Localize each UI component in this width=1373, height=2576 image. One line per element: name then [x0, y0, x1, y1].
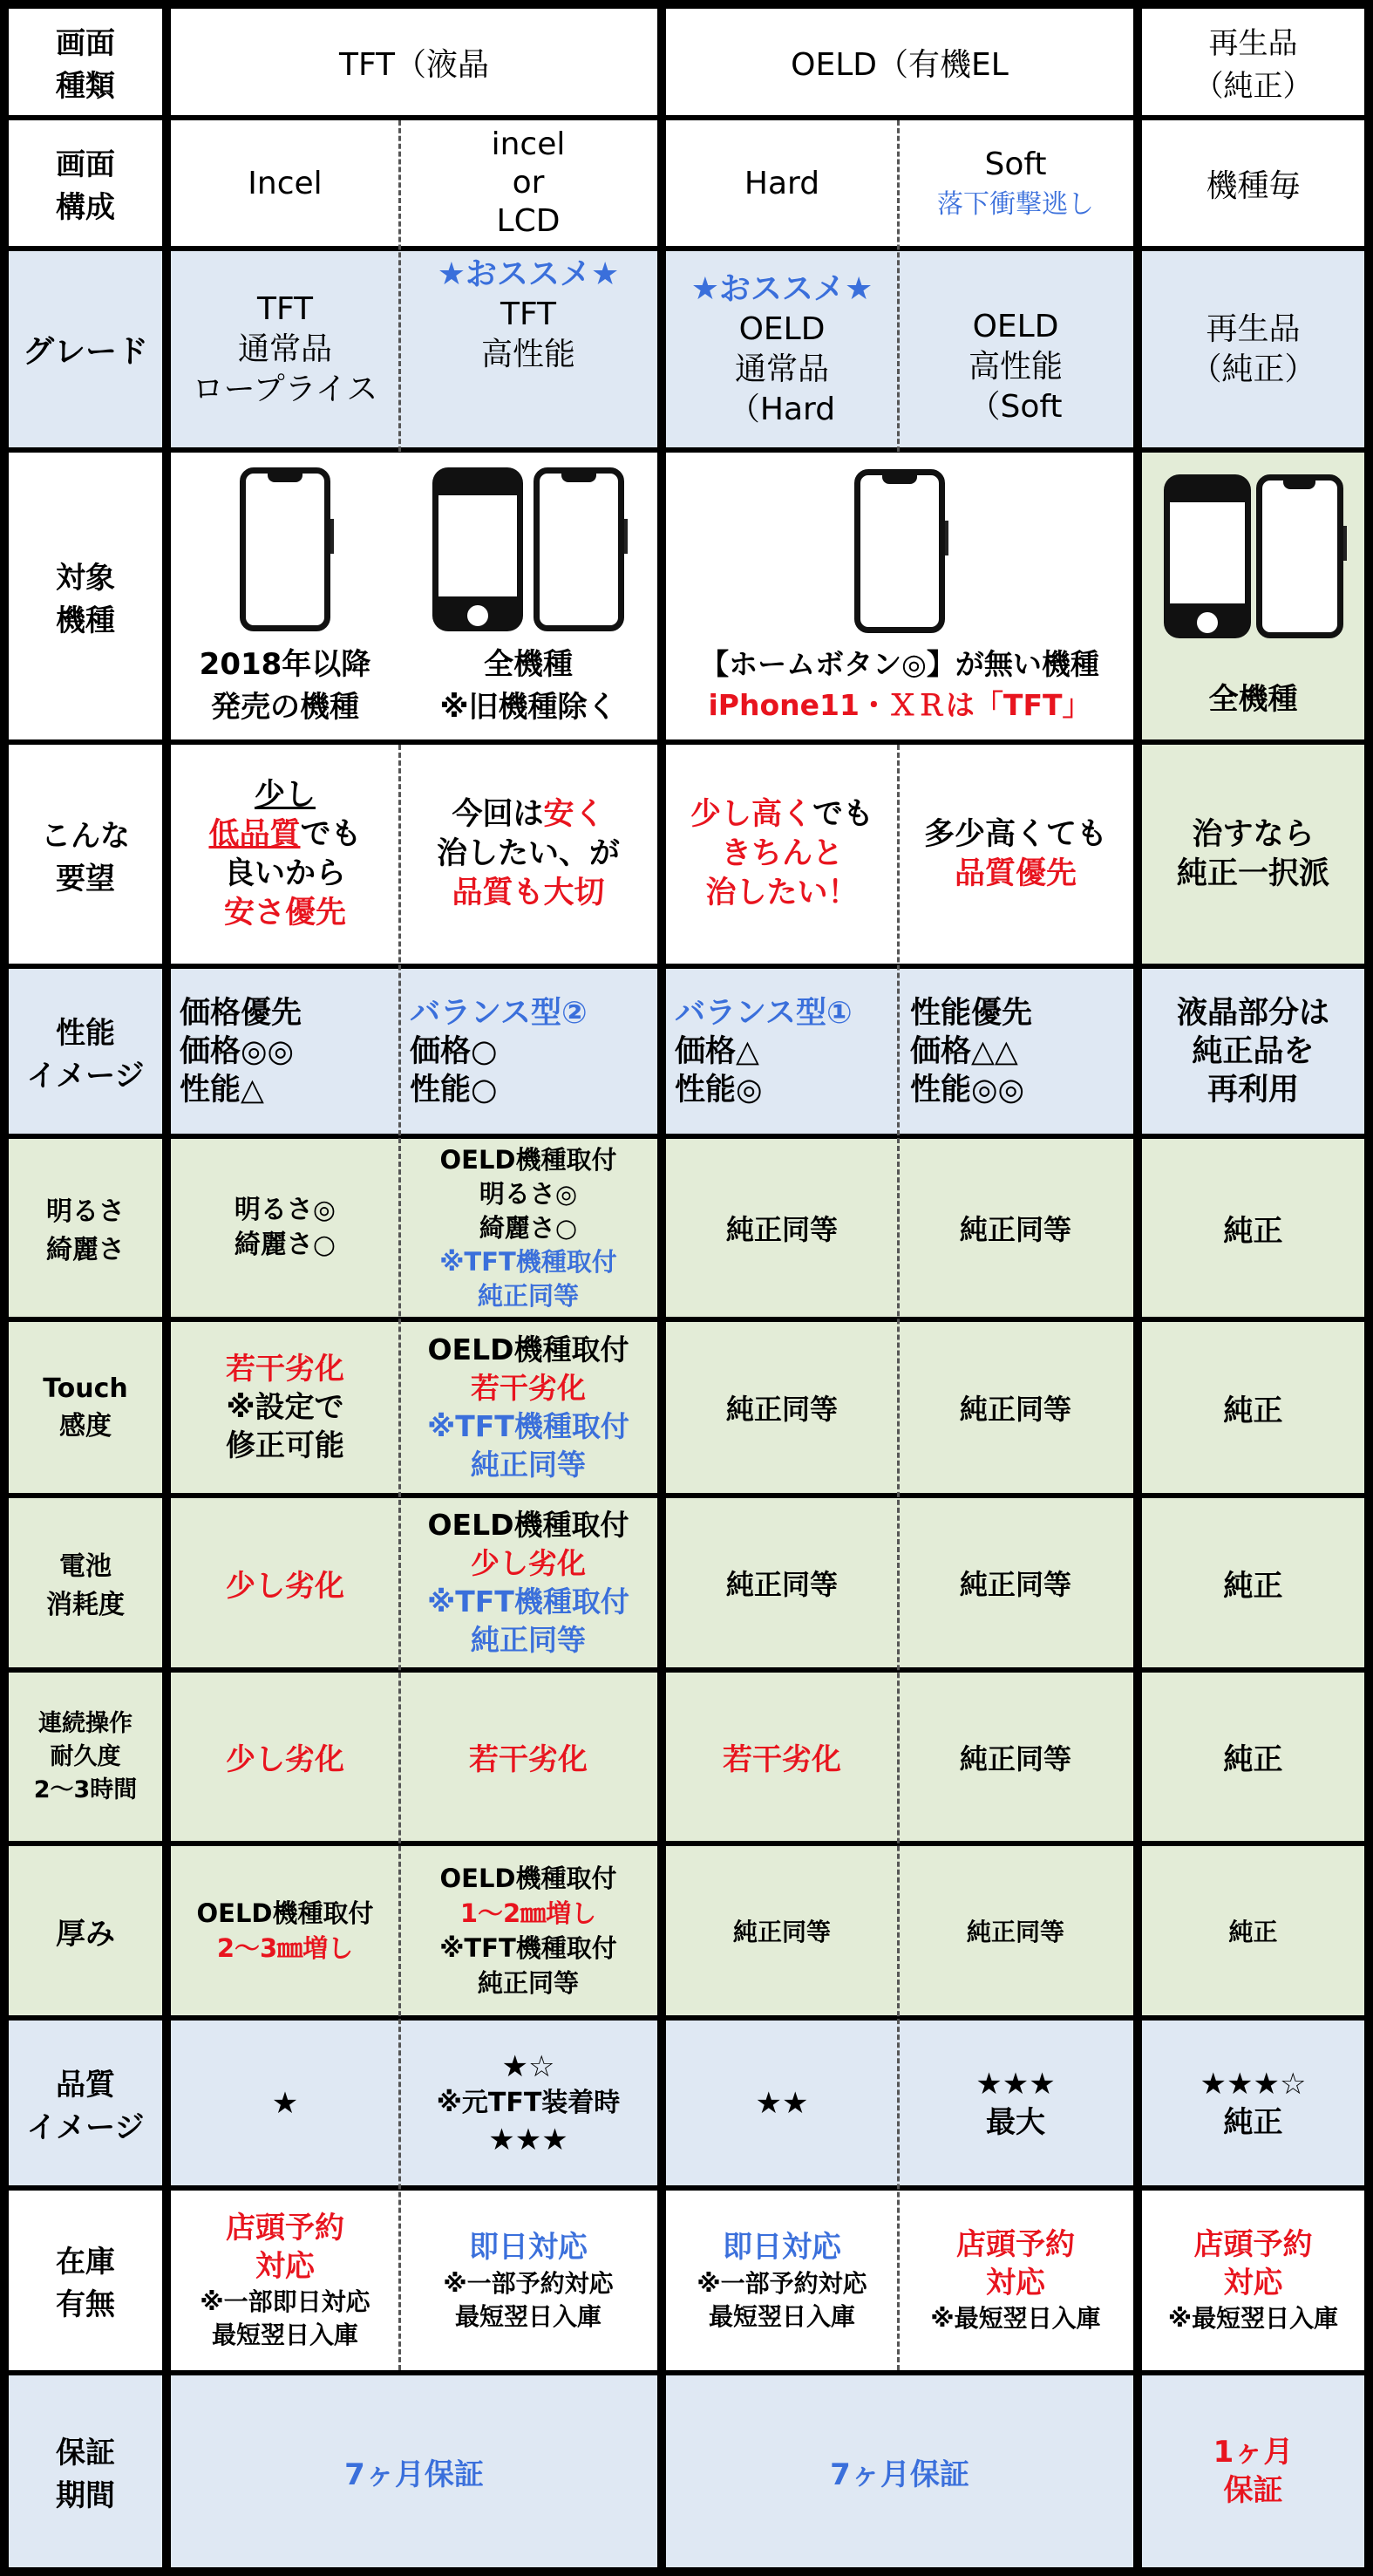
models-all-except-old: 全機種 ※旧機種除く	[399, 453, 657, 739]
wish-cheap-quality: 今回は安く 治したい、が 品質も大切	[399, 745, 657, 964]
thickness-genuine: 純正	[1142, 1846, 1364, 2015]
grade-tft-high: ★おススメ★ TFT 高性能	[399, 251, 657, 447]
performance-balance-2: バランス型② 価格○ 性能○	[399, 969, 657, 1134]
row-label-composition: 画面 構成	[9, 120, 162, 246]
performance-genuine-reuse: 液晶部分は 純正品を 再利用	[1142, 969, 1364, 1134]
phone-notch-icon	[854, 469, 945, 633]
battery-tft-standard: 少し劣化	[171, 1498, 399, 1667]
row-label-wish: こんな 要望	[9, 745, 162, 964]
row-label-quality: 品質 イメージ	[9, 2021, 162, 2185]
column-divider-oeld	[897, 745, 900, 2370]
grade-genuine: 再生品 （純正）	[1142, 251, 1364, 447]
recommend-badge: ★おススメ★	[690, 270, 873, 307]
stock-genuine: 店頭予約 対応 ※最短翌日入庫	[1142, 2191, 1364, 2370]
thickness-tft-standard: OELD機種取付 2～3㎜増し	[171, 1846, 399, 2015]
brightness-oeld-standard: 純正同等	[666, 1139, 898, 1317]
phone-notch-icon	[240, 467, 330, 631]
quality-oeld-standard: ★★	[666, 2021, 898, 2185]
warranty-genuine: 1ヶ月 保証	[1142, 2375, 1364, 2567]
row-label-stock: 在庫 有無	[9, 2191, 162, 2370]
stock-tft-high: 即日対応 ※一部予約対応 最短翌日入庫	[399, 2191, 657, 2370]
performance-balance-1: バランス型① 価格△ 性能◎	[666, 969, 898, 1134]
phone-home-button-icon	[432, 467, 523, 631]
wish-genuine-only: 治すなら 純正一択派	[1142, 745, 1364, 964]
thickness-oeld-standard: 純正同等	[666, 1846, 898, 2015]
thickness-tft-high: OELD機種取付 1～2㎜増し ※TFT機種取付 純正同等	[399, 1846, 657, 2015]
row-label-touch: Touch 感度	[9, 1322, 162, 1493]
column-divider-tft	[398, 120, 401, 452]
quality-oeld-high: ★★★ 最大	[898, 2021, 1133, 2185]
composition-incel: Incel	[171, 120, 399, 246]
composition-per-model: 機種毎	[1142, 120, 1364, 246]
row-label-models: 対象 機種	[9, 453, 162, 739]
phone-notch-icon	[534, 467, 624, 631]
composition-incel-or-lcd: incel or LCD	[399, 120, 657, 246]
grade-oeld-high: OELD 高性能 （Soft	[898, 251, 1133, 447]
stock-oeld-standard: 即日対応 ※一部予約対応 最短翌日入庫	[666, 2191, 898, 2370]
wish-proper-repair: 少し高くでも きちんと 治したい！	[666, 745, 898, 964]
battery-oeld-high: 純正同等	[898, 1498, 1133, 1667]
models-2018-later: 2018年以降 発売の機種	[171, 453, 399, 739]
touch-oeld-high: 純正同等	[898, 1322, 1133, 1493]
header-genuine: 再生品 （純正）	[1142, 9, 1364, 115]
header-oeld: OELD（有機EL	[666, 9, 1133, 115]
row-label-screen-type: 画面 種類	[9, 9, 162, 115]
durability-genuine: 純正	[1142, 1673, 1364, 1841]
recommend-badge: ★おススメ★	[437, 256, 620, 292]
row-label-grade: グレード	[9, 251, 162, 447]
stock-tft-standard: 店頭予約 対応 ※一部即日対応 最短翌日入庫	[171, 2191, 399, 2370]
composition-soft: Soft 落下衝撃逃し	[898, 120, 1133, 246]
quality-genuine: ★★★☆ 純正	[1142, 2021, 1364, 2185]
battery-tft-high: OELD機種取付 少し劣化 ※TFT機種取付 純正同等	[399, 1498, 657, 1667]
warranty-oeld: 7ヶ月保証	[666, 2375, 1133, 2567]
battery-oeld-standard: 純正同等	[666, 1498, 898, 1667]
row-label-battery: 電池 消耗度	[9, 1498, 162, 1667]
grade-tft-standard: TFT 通常品 ロープライス	[171, 251, 399, 447]
column-divider-oeld	[897, 120, 900, 452]
stock-oeld-high: 店頭予約 対応 ※最短翌日入庫	[898, 2191, 1133, 2370]
quality-tft-standard: ★	[171, 2021, 399, 2185]
quality-tft-high: ★☆ ※元TFT装着時 ★★★	[399, 2021, 657, 2185]
touch-genuine: 純正	[1142, 1322, 1364, 1493]
row-label-thickness: 厚み	[9, 1846, 162, 2015]
durability-tft-high: 若干劣化	[399, 1673, 657, 1841]
brightness-genuine: 純正	[1142, 1139, 1364, 1317]
durability-tft-standard: 少し劣化	[171, 1673, 399, 1841]
wish-quality-first: 多少高くても 品質優先	[898, 745, 1133, 964]
performance-perf-first: 性能優先 価格△△ 性能◎◎	[898, 969, 1133, 1134]
header-tft: TFT（液晶	[171, 9, 657, 115]
row-label-warranty: 保証 期間	[9, 2375, 162, 2567]
models-all: 全機種	[1142, 453, 1364, 739]
grade-oeld-standard: ★おススメ★ OELD 通常品 （Hard	[666, 251, 898, 447]
performance-price-first: 価格優先 価格◎◎ 性能△	[171, 969, 399, 1134]
thickness-oeld-high: 純正同等	[898, 1846, 1133, 2015]
warranty-tft: 7ヶ月保証	[171, 2375, 657, 2567]
composition-hard: Hard	[666, 120, 898, 246]
phone-notch-icon	[1256, 474, 1343, 638]
phone-home-button-icon	[1164, 474, 1251, 638]
column-divider-tft	[398, 745, 401, 2370]
durability-oeld-high: 純正同等	[898, 1673, 1133, 1841]
row-label-brightness: 明るさ 綺麗さ	[9, 1139, 162, 1317]
touch-tft-standard: 若干劣化 ※設定で 修正可能	[171, 1322, 399, 1493]
touch-tft-high: OELD機種取付 若干劣化 ※TFT機種取付 純正同等	[399, 1322, 657, 1493]
brightness-tft-high: OELD機種取付 明るさ◎ 綺麗さ○ ※TFT機種取付 純正同等	[399, 1139, 657, 1317]
brightness-tft-standard: 明るさ◎ 綺麗さ○	[171, 1139, 399, 1317]
row-label-durability: 連続操作 耐久度 2～3時間	[9, 1673, 162, 1841]
row-label-performance: 性能 イメージ	[9, 969, 162, 1134]
brightness-oeld-high: 純正同等	[898, 1139, 1133, 1317]
models-no-home-button: 【ホームボタン◎】が無い機種 iPhone11・ＸＲは「TFT」	[666, 453, 1133, 739]
touch-oeld-standard: 純正同等	[666, 1322, 898, 1493]
durability-oeld-standard: 若干劣化	[666, 1673, 898, 1841]
wish-cheap: 少し 低品質でも 良いから 安さ優先	[171, 745, 399, 964]
battery-genuine: 純正	[1142, 1498, 1364, 1667]
